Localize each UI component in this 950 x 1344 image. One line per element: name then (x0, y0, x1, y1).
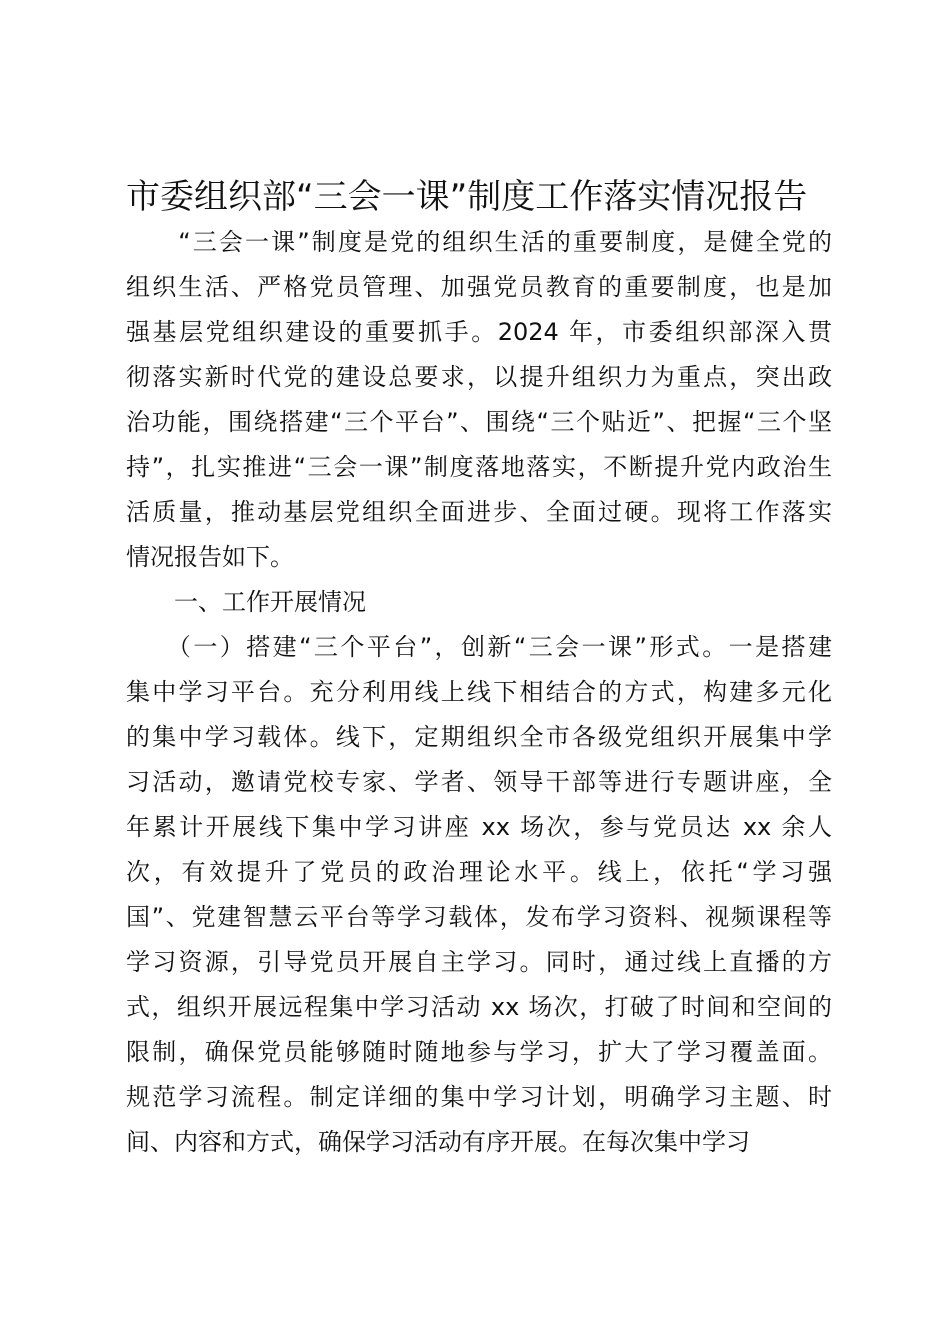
document-body (126, 220, 832, 1165)
text-line: 组织生活、严格党员管理、加强党员教育的重要制度，也是加 (126, 273, 832, 301)
section-heading-text: 一、工作开展情况 (126, 588, 366, 616)
text-line: 情况报告如下。 (126, 543, 294, 571)
text-line: 持”，扎实推进“三会一课”制度落地落实，不断提升党内政治生 (126, 453, 832, 481)
text-line: “三会一课”制度是党的组织生活的重要制度，是健全党的 (126, 228, 832, 256)
text-line: 年累计开展线下集中学习讲座 xx 场次，参与党员达 xx 余人 (126, 813, 832, 841)
text-line: 国”、党建智慧云平台等学习载体，发布学习资料、视频课程等 (126, 903, 832, 931)
text-line: 集中学习平台。充分利用线上线下相结合的方式，构建多元化 (126, 678, 832, 706)
section-heading (126, 580, 832, 625)
text-line: 的集中学习载体。线下，定期组织全市各级党组织开展集中学 (126, 723, 832, 751)
paragraph-intro (126, 220, 832, 580)
text-line: 间、内容和方式，确保学习活动有序开展。在每次集中学习 (126, 1128, 750, 1156)
text-line: （一）搭建“三个平台”，创新“三会一课”形式。一是搭建 (126, 633, 832, 661)
paragraph-platforms (126, 625, 832, 1165)
text-line: 次，有效提升了党员的政治理论水平。线上，依托“学习强 (126, 858, 832, 886)
text-line: 习活动，邀请党校专家、学者、领导干部等进行专题讲座，全 (126, 768, 832, 796)
document-title: 市委组织部“三会一课”制度工作落实情况报告 (126, 177, 808, 217)
text-line: 规范学习流程。制定详细的集中学习计划，明确学习主题、时 (126, 1083, 832, 1111)
text-line: 学习资源，引导党员开展自主学习。同时，通过线上直播的方 (126, 948, 832, 976)
text-line: 强基层党组织建设的重要抓手。2024 年，市委组织部深入贯 (126, 318, 832, 346)
text-line: 治功能，围绕搭建“三个平台”、围绕“三个贴近”、把握“三个坚 (126, 408, 832, 436)
text-line: 限制，确保党员能够随时随地参与学习，扩大了学习覆盖面。 (126, 1038, 832, 1066)
text-line: 彻落实新时代党的建设总要求，以提升组织力为重点，突出政 (126, 363, 832, 391)
text-line: 活质量，推动基层党组织全面进步、全面过硬。现将工作落实 (126, 498, 832, 526)
text-line: 式，组织开展远程集中学习活动 xx 场次，打破了时间和空间的 (126, 993, 832, 1021)
